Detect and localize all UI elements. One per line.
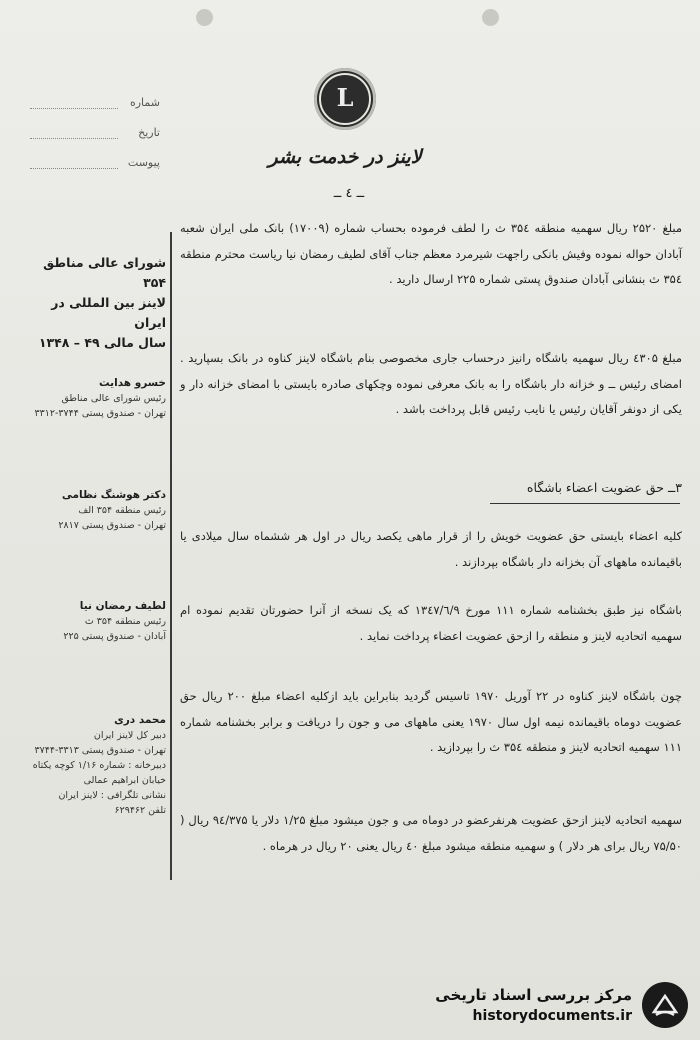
- person-detail: تهران - صندوق پستی ۳۷۴۴-۳۳۱۲: [34, 408, 166, 419]
- paragraph-2: مبلغ ٤۳۰۵ ریال سهمیه باشگاه رانیز درحساب جاری مخصوصی بنام باشگاه لاینز کناوه در بانک بسپارید . امضای رئیس ــ و خزانه دار باشگاه را به بانک معرفی نموده وچکهای صادره بایستی با امضای خزانه دار و یکی از دونفر آقایان رئیس یا نایب رئیس قابل پرداخت باشد .: [180, 351, 682, 416]
- punch-hole-right: [482, 9, 499, 26]
- body-paragraph: [180, 346, 682, 423]
- sidebar-person: [18, 712, 166, 818]
- body-paragraph: [180, 808, 682, 859]
- archive-book-icon: [642, 982, 688, 1028]
- paragraph-3: کلیه اعضاء بایستی حق عضویت خویش را از قرار ماهی یکصد ریال در اول هر ششماه سال میلادی یا باقیمانده ماههای آن بخزانه دار باشگاه بپردازند .: [180, 529, 682, 569]
- paragraph-6: سهمیه اتحادیه لاینز ازحق عضویت هرنفرعضو در دوماه می و جون میشود مبلغ ۱/۲۵ دلار یا ۹٤/۳۷۵ ریال ( ۷۵/۵۰ ریال برای هر دلار ) و سهمیه منطقه میشود مبلغ ٤۰ ریال یعنی ۲۰ ریال در هرماه .: [180, 813, 683, 853]
- lions-logo-icon: [314, 68, 376, 130]
- watermark-title: مرکز بررسی اسناد تاریخی: [435, 986, 632, 1004]
- paragraph-5: چون باشگاه لاینز کناوه در ۲۲ آوریل ۱۹۷۰ تاسیس گردید بنابراین باید ازکلیه اعضاء مبلغ ۲۰۰ ریال حق عضویت دوماه باقیمانده نیمه اول سال ۱۹۷۰ یعنی ماههای می و جون را دریافت و برابر بخشنامه شماره ۱۱۱ سهمیه اتحادیه لاینز و منطقه ۳۵٤ ث را بپردازید .: [180, 689, 683, 754]
- sidebar-org-title: [18, 253, 166, 353]
- person-detail: خیابان ابراهیم عمالی: [83, 775, 166, 786]
- attachment-label: پیوست: [127, 156, 160, 169]
- date-label: تاریخ: [138, 126, 160, 139]
- section-title: ۳ــ حق عضویت اعضاء باشگاه: [526, 480, 682, 495]
- body-paragraph: [180, 684, 682, 761]
- person-name: خسرو هدایت: [99, 377, 166, 389]
- org-title-line: لاینز بین المللی در ایران: [51, 295, 166, 330]
- attachment-field: [30, 156, 160, 174]
- page-number: ــ ٤ ــ: [333, 186, 365, 201]
- paragraph-1: مبلغ ۲۵۲۰ ریال سهمیه منطقه ۳۵٤ ث را لطف فرموده بحساب شماره (۱۷۰۰۹) بانک ملی ایران شعبه آبادان حواله نموده وفیش بانکی راجهت شیرمرد معظم جناب آقای لطیف رمضان نیا ریاست محترم منطقه ۳۵٤ ث بنشانی آبادان صندوق پستی شماره ۲۲۵ ارسال دارید .: [180, 221, 683, 286]
- sidebar-person: [18, 375, 166, 421]
- person-detail: دبیرخانه : شماره ۱/۱۶ کوچه یکتاه: [32, 760, 166, 771]
- person-name: دکتر هوشنگ نظامی: [61, 489, 166, 501]
- logo-letter: L: [336, 83, 354, 112]
- person-detail: تلفن ۶۲۹۴۶۲: [114, 805, 166, 816]
- sidebar-person: [18, 598, 166, 644]
- punch-hole-left: [196, 9, 213, 26]
- body-paragraph: [180, 216, 682, 293]
- person-detail: رئیس شورای عالی مناطق: [61, 393, 166, 404]
- number-label: شماره: [129, 96, 160, 109]
- sidebar-person: [18, 487, 166, 533]
- date-field: [30, 126, 160, 144]
- person-detail: تهران - صندوق پستی ۲۸۱۷: [58, 520, 166, 531]
- body-paragraph: [180, 598, 682, 649]
- archive-watermark: [414, 982, 694, 1030]
- org-title-line: سال مالی ۴۹ – ۱۳۴۸: [38, 335, 166, 350]
- person-name: لطیف رمضان نیا: [79, 600, 166, 612]
- person-detail: رئیس منطقه ۳۵۴ ث: [84, 616, 166, 627]
- person-detail: دبیر کل لاینز ایران: [93, 730, 166, 741]
- watermark-url: historydocuments.ir: [472, 1008, 632, 1024]
- org-title-line: شورای عالی مناطق ۳۵۴: [43, 255, 166, 290]
- letterhead-motto: لاینز در خدمت بشر: [268, 146, 422, 168]
- number-field: [30, 96, 160, 114]
- person-name: محمد دری: [114, 714, 166, 726]
- person-detail: تهران - صندوق پستی ۳۳۱۳-۳۷۴۴: [34, 745, 166, 756]
- body-paragraph: [180, 524, 682, 575]
- paragraph-4: باشگاه نیز طبق بخشنامه شماره ۱۱۱ مورخ ۱۳٤۷/٦/۹ که یک نسخه از آنرا حضورتان تقدیم نموده ام سهمیه اتحادیه لاینز و منطقه را ازحق عضویت اعضاء پرداخت نماید .: [180, 603, 683, 643]
- person-detail: آبادان - صندوق پستی ۲۲۵: [63, 631, 166, 642]
- section-underline: [490, 503, 680, 504]
- person-detail: رئیس منطقه ۳۵۴ الف: [78, 505, 166, 516]
- person-detail: نشانی تلگرافی : لاینز ایران: [58, 790, 166, 801]
- vertical-divider: [170, 232, 172, 880]
